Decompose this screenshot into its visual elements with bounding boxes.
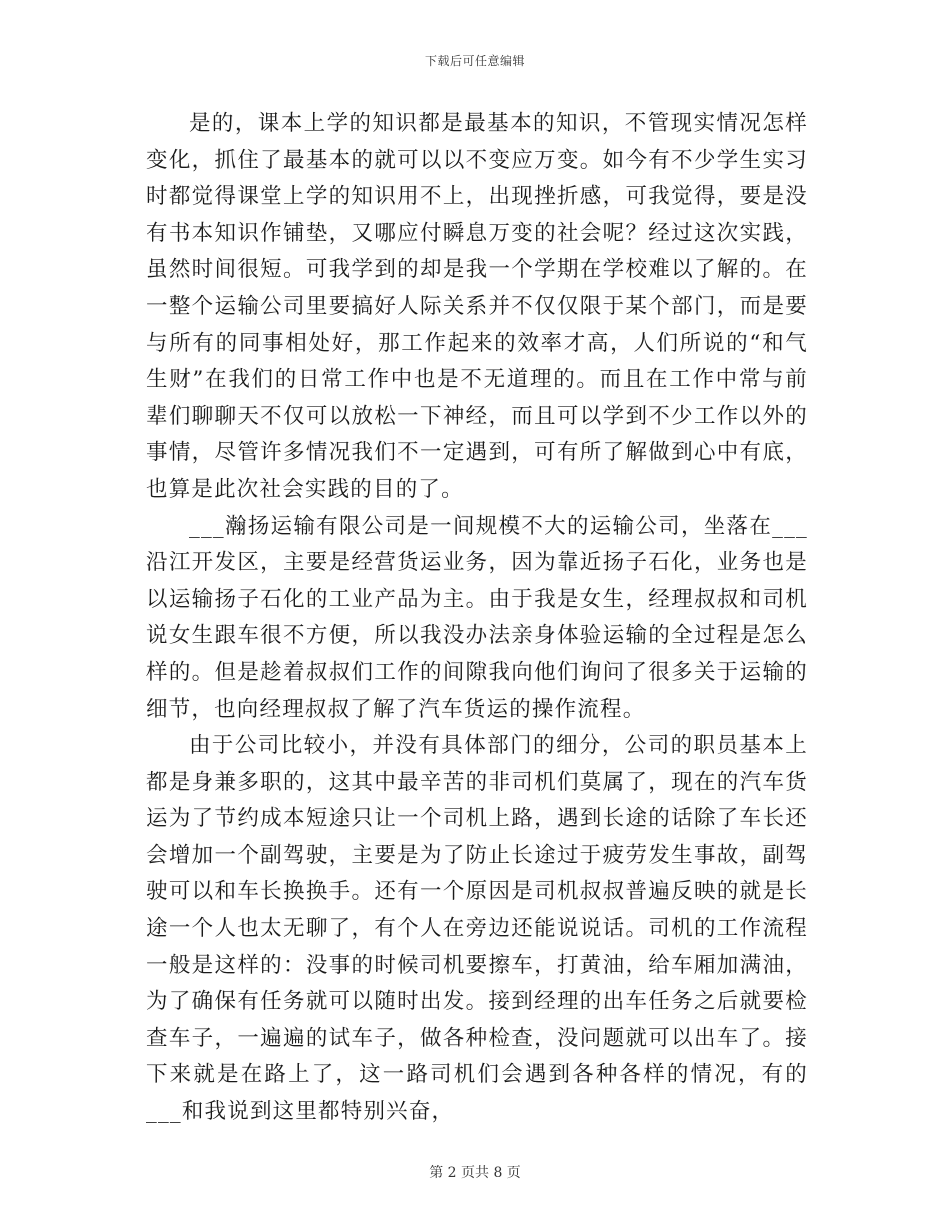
paragraph-3: 由于公司比较小，并没有具体部门的细分，公司的职员基本上都是身兼多职的，这其中最辛苦的非司机们莫属了，现在的汽车货运为了节约成本短途只让一个司机上路，遇到长途的话除了车长还会增加一个副驾驶，主要是为了防止长途过于疲劳发生事故，副驾驶可以和车长换换手。还有一个原因是司机叔叔普遍反映的就是长途一个人也太无聊了，有个人在旁边还能说说话。司机的工作流程一般是这样的：没事的时候司机要擦车，打黄油，给车厢加满油，为了确保有任务就可以随时出发。接到经理的出车任务之后就要检查车子，一遍遍的试车子，做各种检查，没问题就可以出车了。接下来就是在路上了，这一路司机们会遇到各种各样的情况，有的___和我说到这里都特别兴奋， — [146, 733, 808, 1125]
page-header: 下载后可任意编辑 — [424, 54, 525, 68]
paragraph-2: ___瀚扬运输有限公司是一间规模不大的运输公司，坐落在___沿江开发区，主要是经营货运业务，因为靠近扬子石化，业务也是以运输扬子石化的工业产品为主。由于我是女生，经理叔叔和司机说女生跟车很不方便，所以我没办法亲身体验运输的全过程是怎么样的。但是趁着叔叔们工作的间隙我向他们询问了很多关于运输的细节，也向经理叔叔了解了汽车货运的操作流程。 — [146, 513, 808, 722]
page-number-footer: 第 2 页共 8 页 — [429, 1165, 521, 1181]
document-body — [146, 106, 808, 1131]
paragraph-1: 是的，课本上学的知识都是最基本的知识，不管现实情况怎样变化，抓住了最基本的就可以以不变应万变。如今有不少学生实习时都觉得课堂上学的知识用不上，出现挫折感，可我觉得，要是没有书本知识作铺垫，又哪应付瞬息万变的社会呢？经过这次实践，虽然时间很短。可我学到的却是我一个学期在学校难以了解的。在一整个运输公司里要搞好人际关系并不仅仅限于某个部门，而是要与所有的同事相处好，那工作起来的效率才高，人们所说的“和气生财”在我们的日常工作中也是不无道理的。而且在工作中常与前辈们聊聊天不仅可以放松一下神经，而且可以学到不少工作以外的事情，尽管许多情况我们不一定遇到，可有所了解做到心中有底，也算是此次社会实践的目的了。 — [146, 111, 808, 502]
